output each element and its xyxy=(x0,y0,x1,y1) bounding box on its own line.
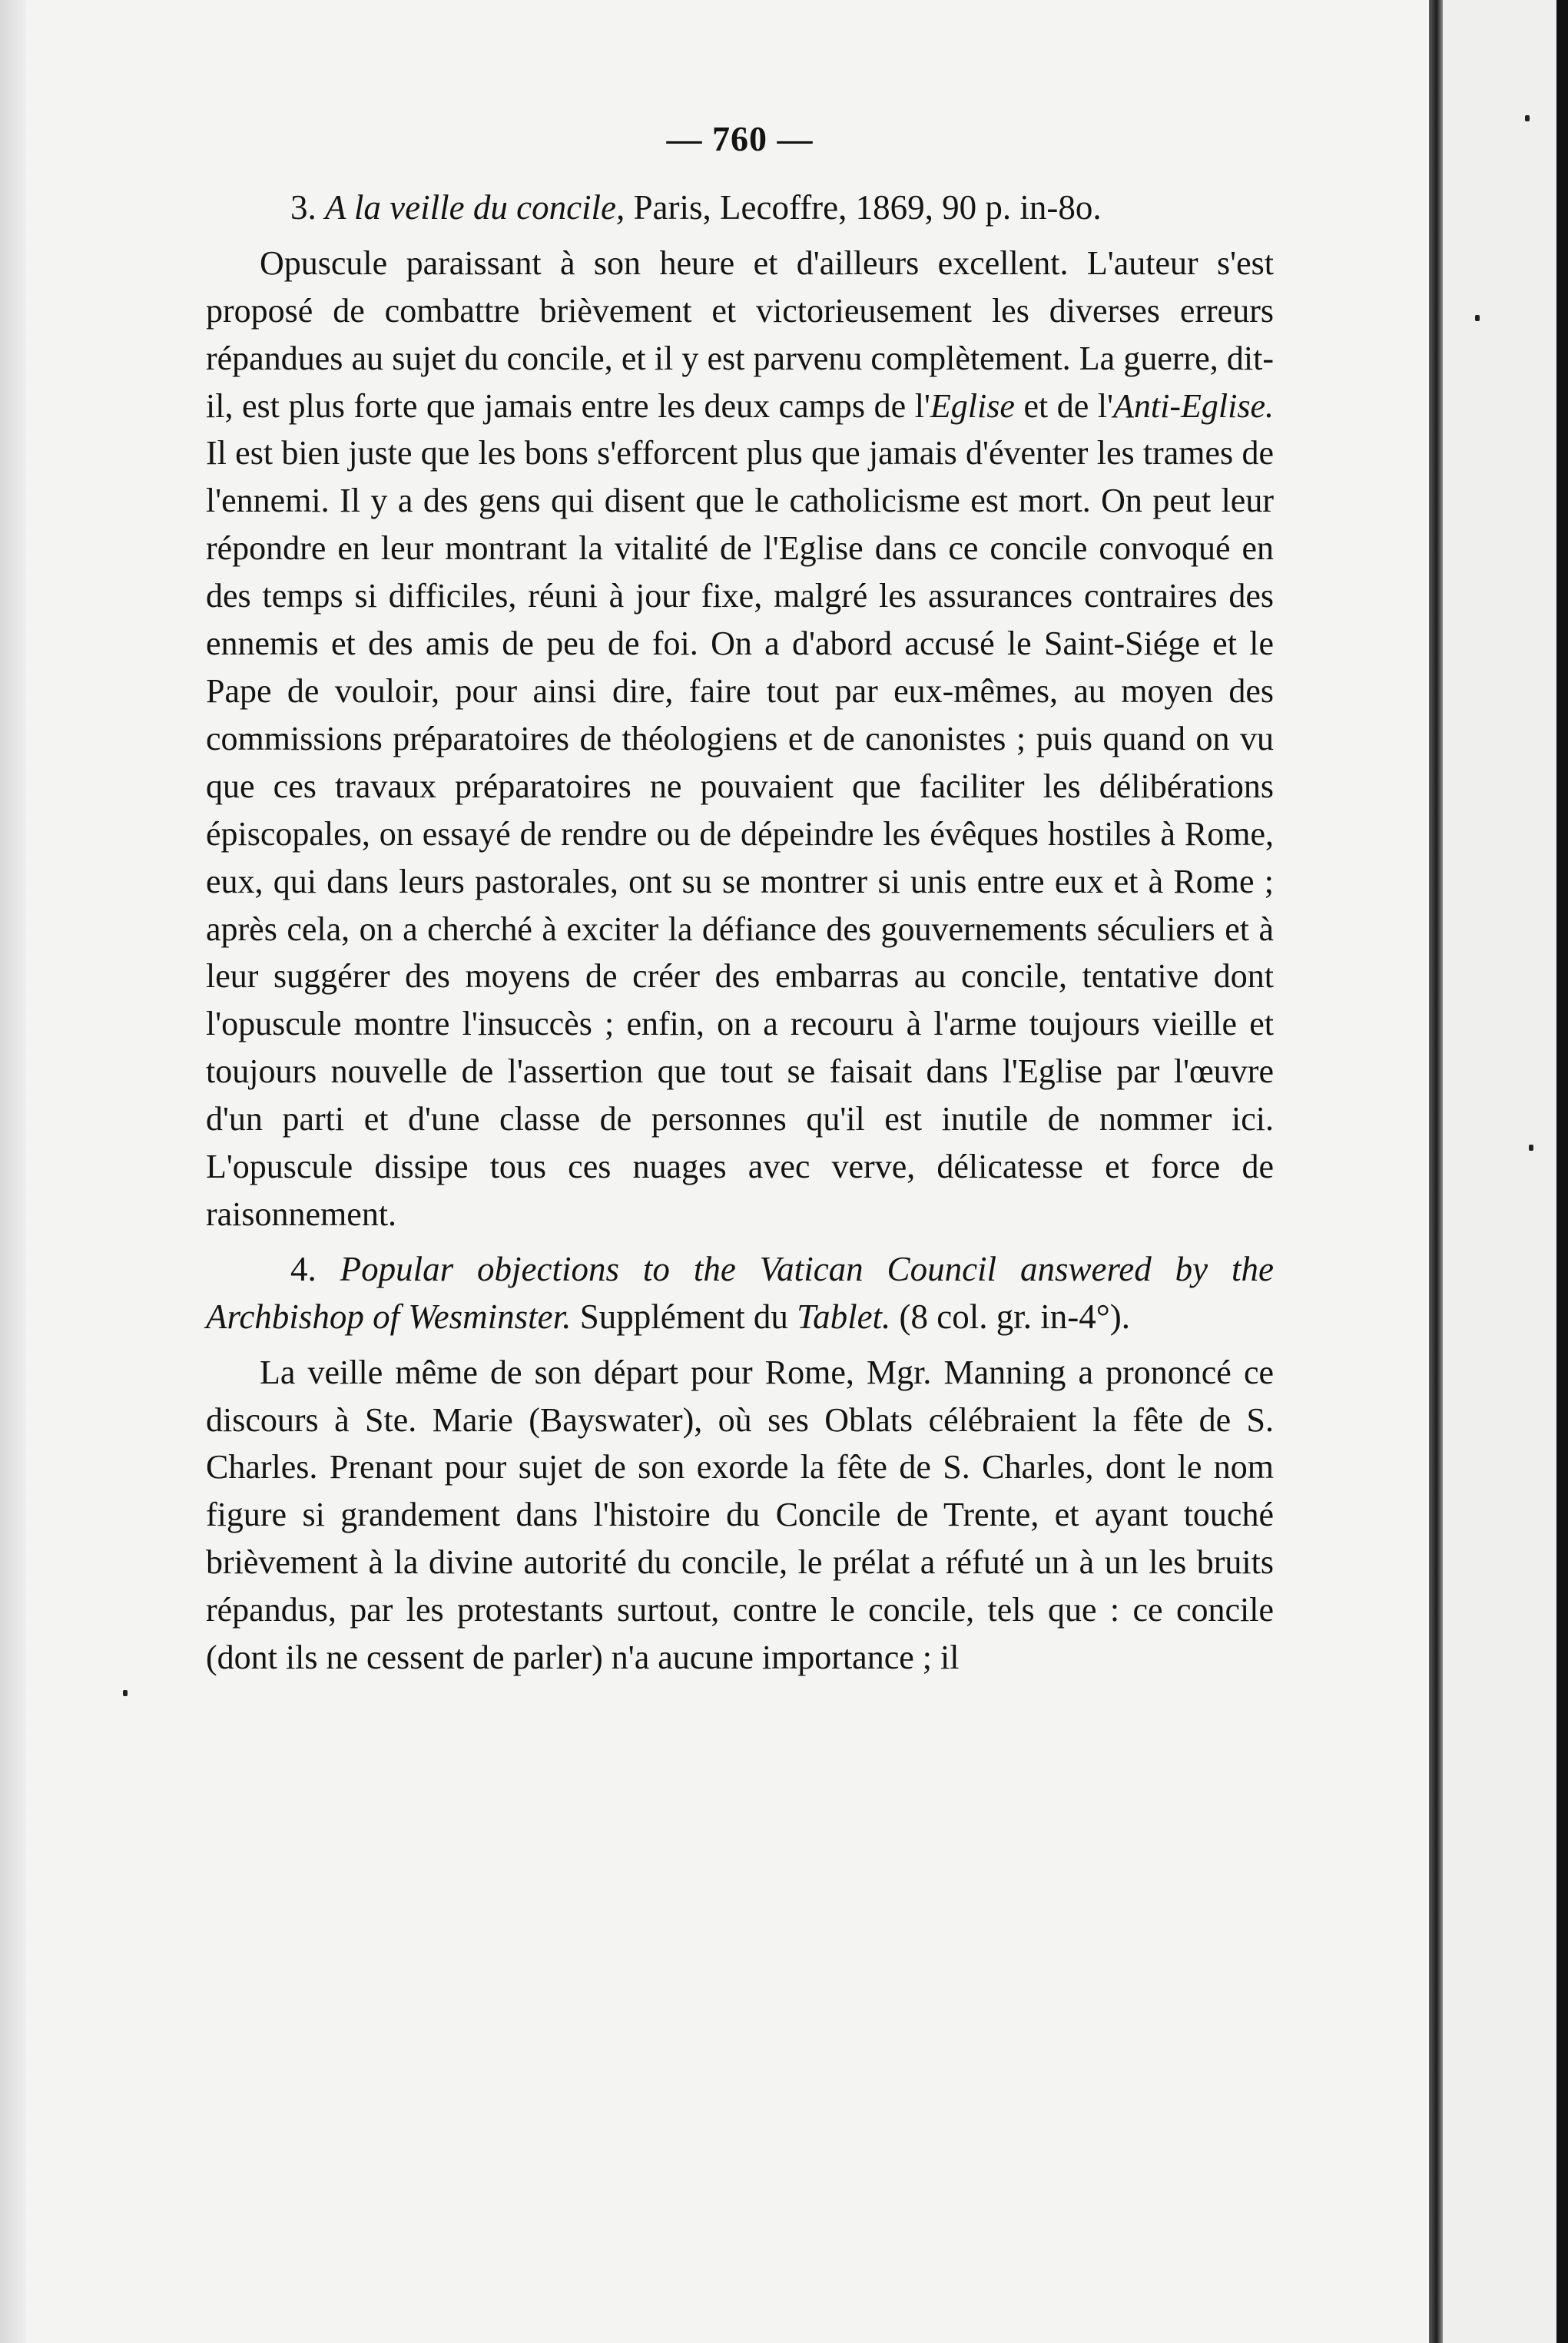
page-content xyxy=(206,115,1274,1682)
entry-title: Popular objections to the Vatican Council answered by the Archbishop of Wesminster. xyxy=(206,1249,1275,1336)
review-text: Il est bien juste que les bons s'efforcent plus que jamais d'éventer les trames de l'ennemi. Il y a des gens qui disent que le catholicisme est mort. On peut leur répondre en leur montrant la vitalité de l'Eglise dans ce concile convoqué en des temps si difficiles, réuni à jour fixe, malgré les assurances contraires des ennemis et des amis de peu de foi. On a d'abord accusé le Saint-Siége et le Pape de vouloir, pour ainsi dire, faire tout par eux-mêmes, au moyen des commissions préparatoires de théologiens et de canonistes ; puis quand on vu que ces travaux préparatoires ne pouvaient que faciliter les délibérations épiscopales, on essayé de rendre ou de dépeindre les évêques hostiles à Rome, eux, qui dans leurs pastorales, ont su se montrer si unis entre eux et à Rome ; après cela, on a cherché à exciter la défiance des gouvernements séculiers et à leur suggérer des moyens de créer des embarras au concile, tentative dont l'opuscule montre l'insuccès ; enfin, on a recouru à l'arme toujours vieille et toujours nouvelle de l'assertion que tout se faisait dans l'Eglise par l'œuvre d'un parti et d'une classe de personnes qu'il est inutile de nommer ici. L'opuscule dissipe tous ces nuages avec verve, délicatesse et force de raisonnement. xyxy=(206,434,1274,1233)
review-text: Opuscule paraissant à son heure et d'ailleurs excellent. L'auteur s'est proposé de combattre brièvement et victorieusement les diverses erreurs répandues au sujet du concile, et il y est parvenu complètement. La guerre, dit-il, est plus forte que jamais entre les deux camps de l' xyxy=(206,244,1274,425)
entry-publication: (8 col. gr. in-4°). xyxy=(890,1297,1130,1336)
review-italic: Anti-Eglise. xyxy=(1113,386,1275,425)
entry-publication: Supplément du xyxy=(579,1297,797,1336)
scan-border xyxy=(1556,0,1568,2343)
page-left-margin xyxy=(0,0,26,2343)
entry-4-heading xyxy=(206,1246,1274,1341)
entry-publication-italic: Tablet. xyxy=(797,1297,891,1336)
dust-speck xyxy=(123,1690,128,1696)
adjacent-page-strip xyxy=(1443,0,1568,2343)
entry-3-review xyxy=(206,240,1274,1238)
review-text: et de l' xyxy=(1014,386,1114,425)
book-spine-shadow xyxy=(1429,0,1443,2343)
dust-speck xyxy=(1525,115,1530,121)
review-italic: Eglise xyxy=(930,386,1015,425)
entry-publication: Paris, Lecoffre, 1869, 90 p. in-8o. xyxy=(633,187,1102,227)
dust-speck xyxy=(1475,315,1480,321)
entry-title: A la veille du concile, xyxy=(325,187,625,227)
dust-speck xyxy=(1529,1145,1533,1151)
entry-number: 4. xyxy=(290,1249,317,1288)
entry-4-review: La veille même de son départ pour Rome, Mgr. Manning a prononcé ce discours à Ste. Marie (Bayswater), où ses Oblats célébraient la fête de S. Charles. Prenant pour sujet de son exorde la fête de S. Charles, dont le nom figure si grandement dans l'histoire du Concile de Trente, et ayant touché brièvement à la divine autorité du concile, le prélat a réfuté un à un les bruits répandus, par les protestants surtout, contre le concile, tels que : ce concile (dont ils ne cessent de parler) n'a aucune importance ; il xyxy=(206,1353,1274,1677)
entry-3-heading xyxy=(206,184,1274,232)
entry-number: 3. xyxy=(290,187,317,227)
page-number: — 760 — xyxy=(666,119,814,158)
